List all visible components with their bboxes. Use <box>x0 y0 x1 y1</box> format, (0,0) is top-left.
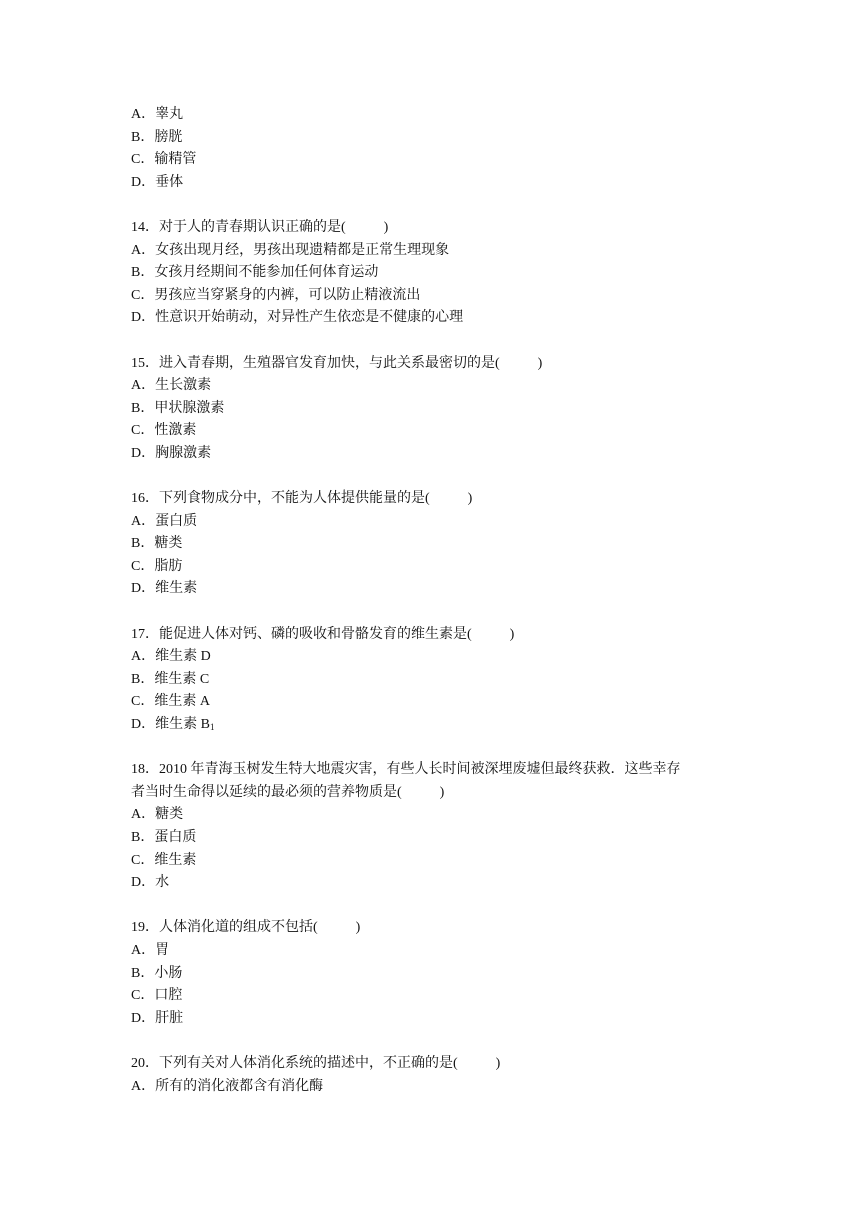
option-line <box>131 985 771 1008</box>
spacer <box>131 330 771 353</box>
option-text: 维生素 B <box>155 717 210 733</box>
option-letter: D． <box>131 717 156 733</box>
option-letter: C． <box>131 287 155 303</box>
spacer <box>131 194 771 217</box>
option-text: 生长激素 <box>155 378 212 394</box>
option-letter: D． <box>131 875 156 891</box>
option-line <box>131 850 771 873</box>
option-letter: D． <box>131 310 156 326</box>
option-line <box>131 420 771 443</box>
option-line <box>131 240 771 263</box>
option-text: 女孩出现月经，男孩出现遗精都是正常生理现象 <box>155 242 450 258</box>
option-letter: C． <box>131 558 155 574</box>
subscript: 1 <box>209 722 215 733</box>
option-letter: B． <box>131 400 155 416</box>
option-line <box>131 691 771 714</box>
question-text: 下列食物成分中，不能为人体提供能量的是( <box>159 491 430 507</box>
option-letter: A． <box>131 649 156 665</box>
option-letter: B． <box>131 671 155 687</box>
option-line <box>131 1076 771 1099</box>
option-line <box>131 872 771 895</box>
option-text: 糖类 <box>155 807 184 823</box>
option-line <box>131 262 771 285</box>
option-text: 蛋白质 <box>154 830 197 845</box>
question-text: 2010 年青海玉树发生特大地震灾害，有些人长时间被深埋废墟但最终获救．这些幸存 <box>159 762 681 778</box>
question-19-stem <box>131 917 771 940</box>
option-letter: A． <box>131 1078 156 1094</box>
question-number: 18． <box>131 762 159 778</box>
close-paren: ) <box>537 355 543 371</box>
option-text: 小肠 <box>154 965 183 981</box>
option-line <box>131 443 771 466</box>
spacer <box>131 1030 771 1053</box>
option-text: 胸腺激素 <box>155 445 212 461</box>
option-text: 性激素 <box>154 423 197 439</box>
spacer <box>131 737 771 760</box>
option-letter: C． <box>131 694 155 710</box>
question-number: 15． <box>131 355 159 371</box>
option-letter: D． <box>131 174 156 190</box>
option-letter: A． <box>131 807 156 823</box>
option-line <box>131 963 771 986</box>
question-number: 16． <box>131 491 159 507</box>
option-line <box>131 285 771 308</box>
option-text: 胃 <box>155 942 170 958</box>
option-text: 维生素 C <box>154 671 210 687</box>
question-text: 能促进人体对钙、磷的吸收和骨骼发育的维生素是( <box>159 626 472 642</box>
question-18-stem-line1 <box>131 759 771 782</box>
question-15-stem <box>131 353 771 376</box>
question-text: 人体消化道的组成不包括( <box>159 920 318 936</box>
question-text: 下列有关对人体消化系统的描述中，不正确的是( <box>159 1055 458 1071</box>
option-letter: B． <box>131 965 155 981</box>
question-number: 20． <box>131 1055 159 1071</box>
question-17-stem <box>131 624 771 647</box>
option-letter: C． <box>131 423 155 439</box>
option-text: 蛋白质 <box>155 513 198 529</box>
option-line <box>131 172 771 195</box>
close-paren: ) <box>355 920 361 936</box>
question-text: 进入青春期，生殖器官发育加快，与此关系最密切的是( <box>159 355 500 371</box>
option-text: 膀胱 <box>154 129 183 145</box>
option-line <box>131 307 771 330</box>
option-letter: B． <box>131 536 155 552</box>
question-number: 14． <box>131 219 159 235</box>
option-text: 女孩月经期间不能参加任何体育运动 <box>154 265 379 281</box>
question-number: 19． <box>131 920 159 936</box>
option-letter: A． <box>131 513 156 529</box>
spacer <box>131 895 771 918</box>
option-line <box>131 375 771 398</box>
option-text: 维生素 <box>155 581 198 597</box>
option-letter: A． <box>131 107 156 122</box>
option-text: 所有的消化液都含有消化酶 <box>155 1078 324 1094</box>
option-text: 脂肪 <box>154 558 183 574</box>
question-14-stem <box>131 217 771 240</box>
option-line <box>131 149 771 172</box>
option-text: 性意识开始萌动，对异性产生依恋是不健康的心理 <box>155 310 464 326</box>
option-text: 糖类 <box>154 536 183 552</box>
option-text: 甲状腺激素 <box>154 400 225 416</box>
option-text: 输精管 <box>154 152 197 168</box>
question-text: 对于人的青春期认识正确的是( <box>159 219 346 235</box>
option-text: 维生素 D <box>155 649 211 665</box>
option-line <box>131 578 771 601</box>
option-line <box>131 940 771 963</box>
close-paren: ) <box>439 784 445 800</box>
option-line <box>131 827 771 850</box>
close-paren: ) <box>383 219 389 235</box>
option-line <box>131 804 771 827</box>
option-line <box>131 104 771 127</box>
option-line <box>131 398 771 421</box>
option-letter: A． <box>131 942 156 958</box>
option-letter: D． <box>131 581 156 597</box>
option-line <box>131 714 771 737</box>
option-text: 口腔 <box>154 988 183 1004</box>
close-paren: ) <box>509 626 515 642</box>
option-letter: D． <box>131 445 156 461</box>
option-line <box>131 669 771 692</box>
option-line <box>131 646 771 669</box>
option-text: 肝脏 <box>155 1010 184 1026</box>
option-line <box>131 1008 771 1031</box>
option-letter: C． <box>131 988 155 1004</box>
option-letter: A． <box>131 378 156 394</box>
option-text: 水 <box>155 875 170 891</box>
spacer <box>131 601 771 624</box>
option-letter: C． <box>131 152 155 168</box>
option-letter: B． <box>131 129 155 145</box>
option-line <box>131 127 771 150</box>
question-20-stem <box>131 1053 771 1076</box>
option-letter: D． <box>131 1010 156 1026</box>
close-paren: ) <box>495 1055 501 1071</box>
option-line <box>131 511 771 534</box>
option-letter: A． <box>131 242 156 258</box>
option-text: 睾丸 <box>155 107 184 122</box>
option-text: 男孩应当穿紧身的内裤，可以防止精液流出 <box>154 287 421 303</box>
close-paren: ) <box>467 491 473 507</box>
option-line <box>131 533 771 556</box>
option-line <box>131 556 771 579</box>
option-text: 维生素 <box>154 852 197 868</box>
option-letter: B． <box>131 265 155 281</box>
question-number: 17． <box>131 626 159 642</box>
option-text: 垂体 <box>155 174 184 190</box>
option-letter: C． <box>131 852 155 868</box>
exam-page <box>131 104 771 1098</box>
question-18-stem-line2 <box>131 782 771 805</box>
question-16-stem <box>131 488 771 511</box>
spacer <box>131 466 771 489</box>
option-text: 维生素 A <box>154 694 210 710</box>
question-text: 者当时生命得以延续的最必须的营养物质是( <box>131 784 402 800</box>
option-letter: B． <box>131 830 155 845</box>
